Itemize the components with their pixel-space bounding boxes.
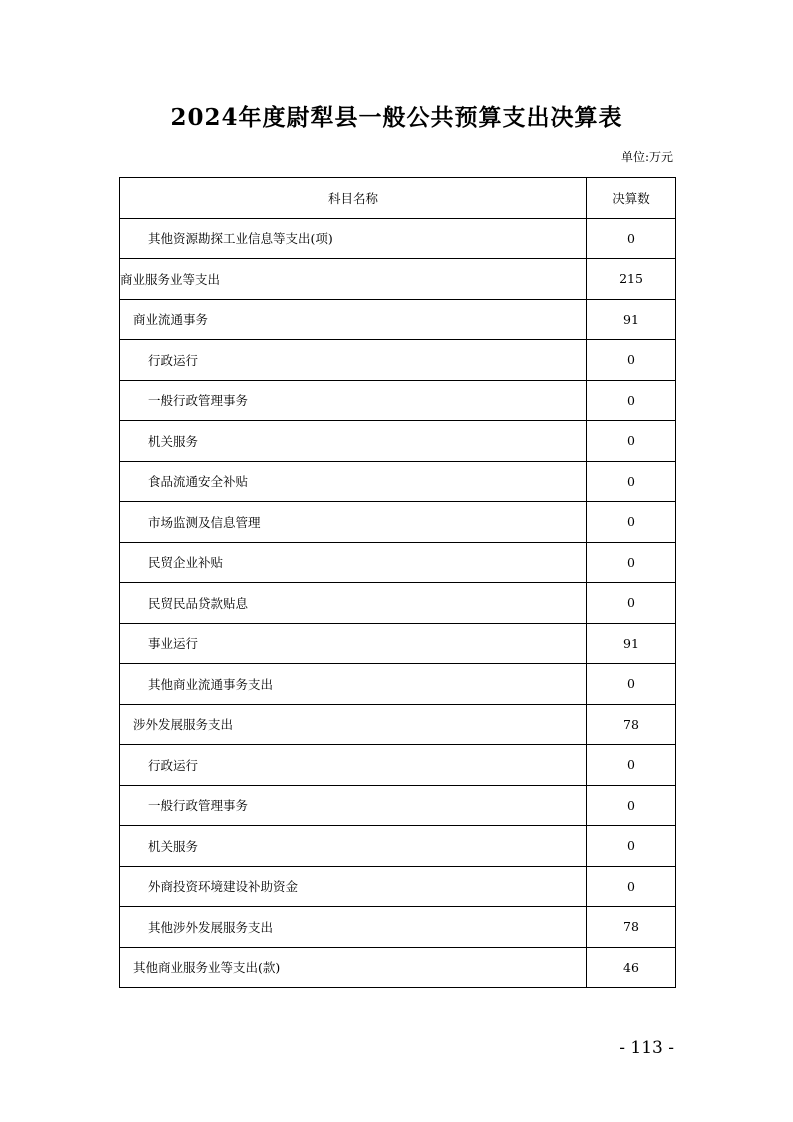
table-header-row [120,178,676,219]
row-subject-name: 商业流通事务 [120,299,587,340]
table-row [120,745,676,786]
row-final-amount: 91 [587,623,676,664]
row-subject-name: 机关服务 [120,421,587,462]
table-row [120,461,676,502]
row-subject-name: 其他涉外发展服务支出 [120,907,587,948]
page-number: - 113 - [619,1038,674,1058]
table-row [120,380,676,421]
row-final-amount: 0 [587,218,676,259]
row-subject-name: 民贸企业补贴 [120,542,587,583]
table-row [120,826,676,867]
row-final-amount: 0 [587,664,676,705]
table-row [120,623,676,664]
page-title: 2024年度尉犁县一般公共预算支出决算表 [170,104,623,131]
table-row [120,907,676,948]
row-subject-name: 市场监测及信息管理 [120,502,587,543]
row-subject-name: 行政运行 [120,745,587,786]
table-body [120,218,676,988]
row-final-amount: 46 [587,947,676,988]
row-final-amount: 0 [587,380,676,421]
row-subject-name: 商业服务业等支出 [120,259,587,300]
row-subject-name: 民贸民品贷款贴息 [120,583,587,624]
header-subject-name: 科目名称 [120,178,587,219]
row-subject-name: 一般行政管理事务 [120,785,587,826]
row-final-amount: 0 [587,461,676,502]
row-subject-name: 涉外发展服务支出 [120,704,587,745]
unit-label: 单位:万元 [620,150,673,164]
row-final-amount: 0 [587,340,676,381]
row-final-amount: 0 [587,421,676,462]
row-subject-name: 一般行政管理事务 [120,380,587,421]
row-final-amount: 0 [587,583,676,624]
row-final-amount: 91 [587,299,676,340]
table-row [120,947,676,988]
table-row [120,583,676,624]
row-final-amount: 215 [587,259,676,300]
row-final-amount: 0 [587,866,676,907]
row-subject-name: 其他资源勘探工业信息等支出(项) [120,218,587,259]
table-row [120,218,676,259]
table-row [120,664,676,705]
row-subject-name: 食品流通安全补贴 [120,461,587,502]
row-subject-name: 其他商业服务业等支出(款) [120,947,587,988]
row-final-amount: 0 [587,826,676,867]
table-row [120,259,676,300]
row-final-amount: 0 [587,502,676,543]
table-row [120,785,676,826]
row-subject-name: 机关服务 [120,826,587,867]
row-subject-name: 其他商业流通事务支出 [120,664,587,705]
row-final-amount: 0 [587,542,676,583]
header-final-amount: 决算数 [587,178,676,219]
row-final-amount: 0 [587,785,676,826]
table-row [120,866,676,907]
row-subject-name: 事业运行 [120,623,587,664]
table-row [120,542,676,583]
budget-table [119,177,676,988]
table-row [120,299,676,340]
row-final-amount: 78 [587,907,676,948]
row-subject-name: 行政运行 [120,340,587,381]
row-subject-name: 外商投资环境建设补助资金 [120,866,587,907]
table-row [120,502,676,543]
table-row [120,421,676,462]
table-row [120,340,676,381]
row-final-amount: 78 [587,704,676,745]
table-row [120,704,676,745]
row-final-amount: 0 [587,745,676,786]
